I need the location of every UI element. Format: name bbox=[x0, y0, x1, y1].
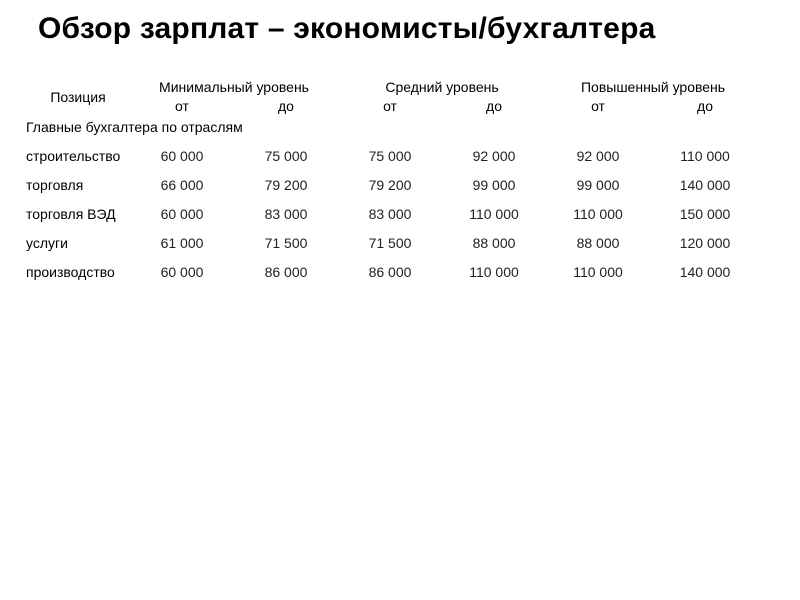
section-title: Главные бухгалтера по отраслям bbox=[26, 119, 243, 135]
row-label: торговля bbox=[26, 177, 84, 193]
section-row bbox=[26, 116, 760, 138]
table-row bbox=[26, 138, 760, 174]
cell-min-to: 71 500 bbox=[264, 235, 308, 251]
row-label: торговля ВЭД bbox=[26, 206, 116, 222]
column-header-high-level: Повышенный уровень bbox=[580, 79, 726, 95]
cell-avg-to: 110 000 bbox=[469, 264, 519, 280]
table-row bbox=[26, 254, 760, 290]
cell-high-from: 110 000 bbox=[573, 264, 623, 280]
cell-high-to: 150 000 bbox=[679, 206, 731, 222]
column-header-avg-level: Средний уровень bbox=[385, 79, 499, 95]
row-label: строительство bbox=[26, 148, 121, 164]
cell-min-from: 61 000 bbox=[160, 235, 204, 251]
column-header-position: Позиция bbox=[50, 89, 106, 105]
table-row bbox=[26, 174, 760, 196]
cell-high-from: 88 000 bbox=[576, 235, 620, 251]
cell-high-to: 120 000 bbox=[679, 235, 731, 251]
cell-min-to: 75 000 bbox=[264, 148, 308, 164]
cell-avg-to: 110 000 bbox=[469, 206, 519, 222]
row-label: услуги bbox=[26, 235, 68, 251]
cell-high-from: 92 000 bbox=[576, 148, 620, 164]
column-header-avg-from: от bbox=[383, 98, 397, 114]
cell-min-to: 83 000 bbox=[264, 206, 308, 222]
cell-avg-from: 79 200 bbox=[368, 177, 412, 193]
cell-min-from: 60 000 bbox=[160, 264, 204, 280]
cell-min-from: 60 000 bbox=[160, 206, 204, 222]
cell-high-from: 110 000 bbox=[573, 206, 623, 222]
cell-high-to: 110 000 bbox=[680, 148, 730, 164]
cell-min-from: 60 000 bbox=[160, 148, 204, 164]
table-row bbox=[26, 196, 760, 232]
page-title: Обзор зарплат – экономисты/бухгалтера bbox=[38, 12, 656, 45]
cell-avg-to: 88 000 bbox=[472, 235, 516, 251]
row-label: производство bbox=[26, 264, 115, 280]
header-row-groups bbox=[26, 78, 760, 96]
cell-min-from: 66 000 bbox=[160, 177, 204, 193]
cell-avg-from: 75 000 bbox=[368, 148, 412, 164]
cell-avg-to: 99 000 bbox=[472, 177, 516, 193]
cell-avg-from: 71 500 bbox=[368, 235, 412, 251]
column-header-avg-to: до bbox=[486, 98, 502, 114]
header-row-subcolumns bbox=[26, 96, 760, 116]
table-row bbox=[26, 232, 760, 254]
cell-min-to: 79 200 bbox=[264, 177, 308, 193]
cell-avg-from: 86 000 bbox=[368, 264, 412, 280]
salary-table bbox=[26, 78, 760, 290]
cell-avg-to: 92 000 bbox=[472, 148, 516, 164]
cell-high-from: 99 000 bbox=[576, 177, 620, 193]
cell-high-to: 140 000 bbox=[679, 177, 731, 193]
column-header-min-to: до bbox=[278, 98, 294, 114]
cell-high-to: 140 000 bbox=[679, 264, 731, 280]
column-header-min-from: от bbox=[175, 98, 189, 114]
cell-min-to: 86 000 bbox=[264, 264, 308, 280]
cell-avg-from: 83 000 bbox=[368, 206, 412, 222]
column-header-high-to: до bbox=[697, 98, 713, 114]
column-header-min-level: Минимальный уровень bbox=[159, 79, 309, 95]
column-header-high-from: от bbox=[591, 98, 605, 114]
